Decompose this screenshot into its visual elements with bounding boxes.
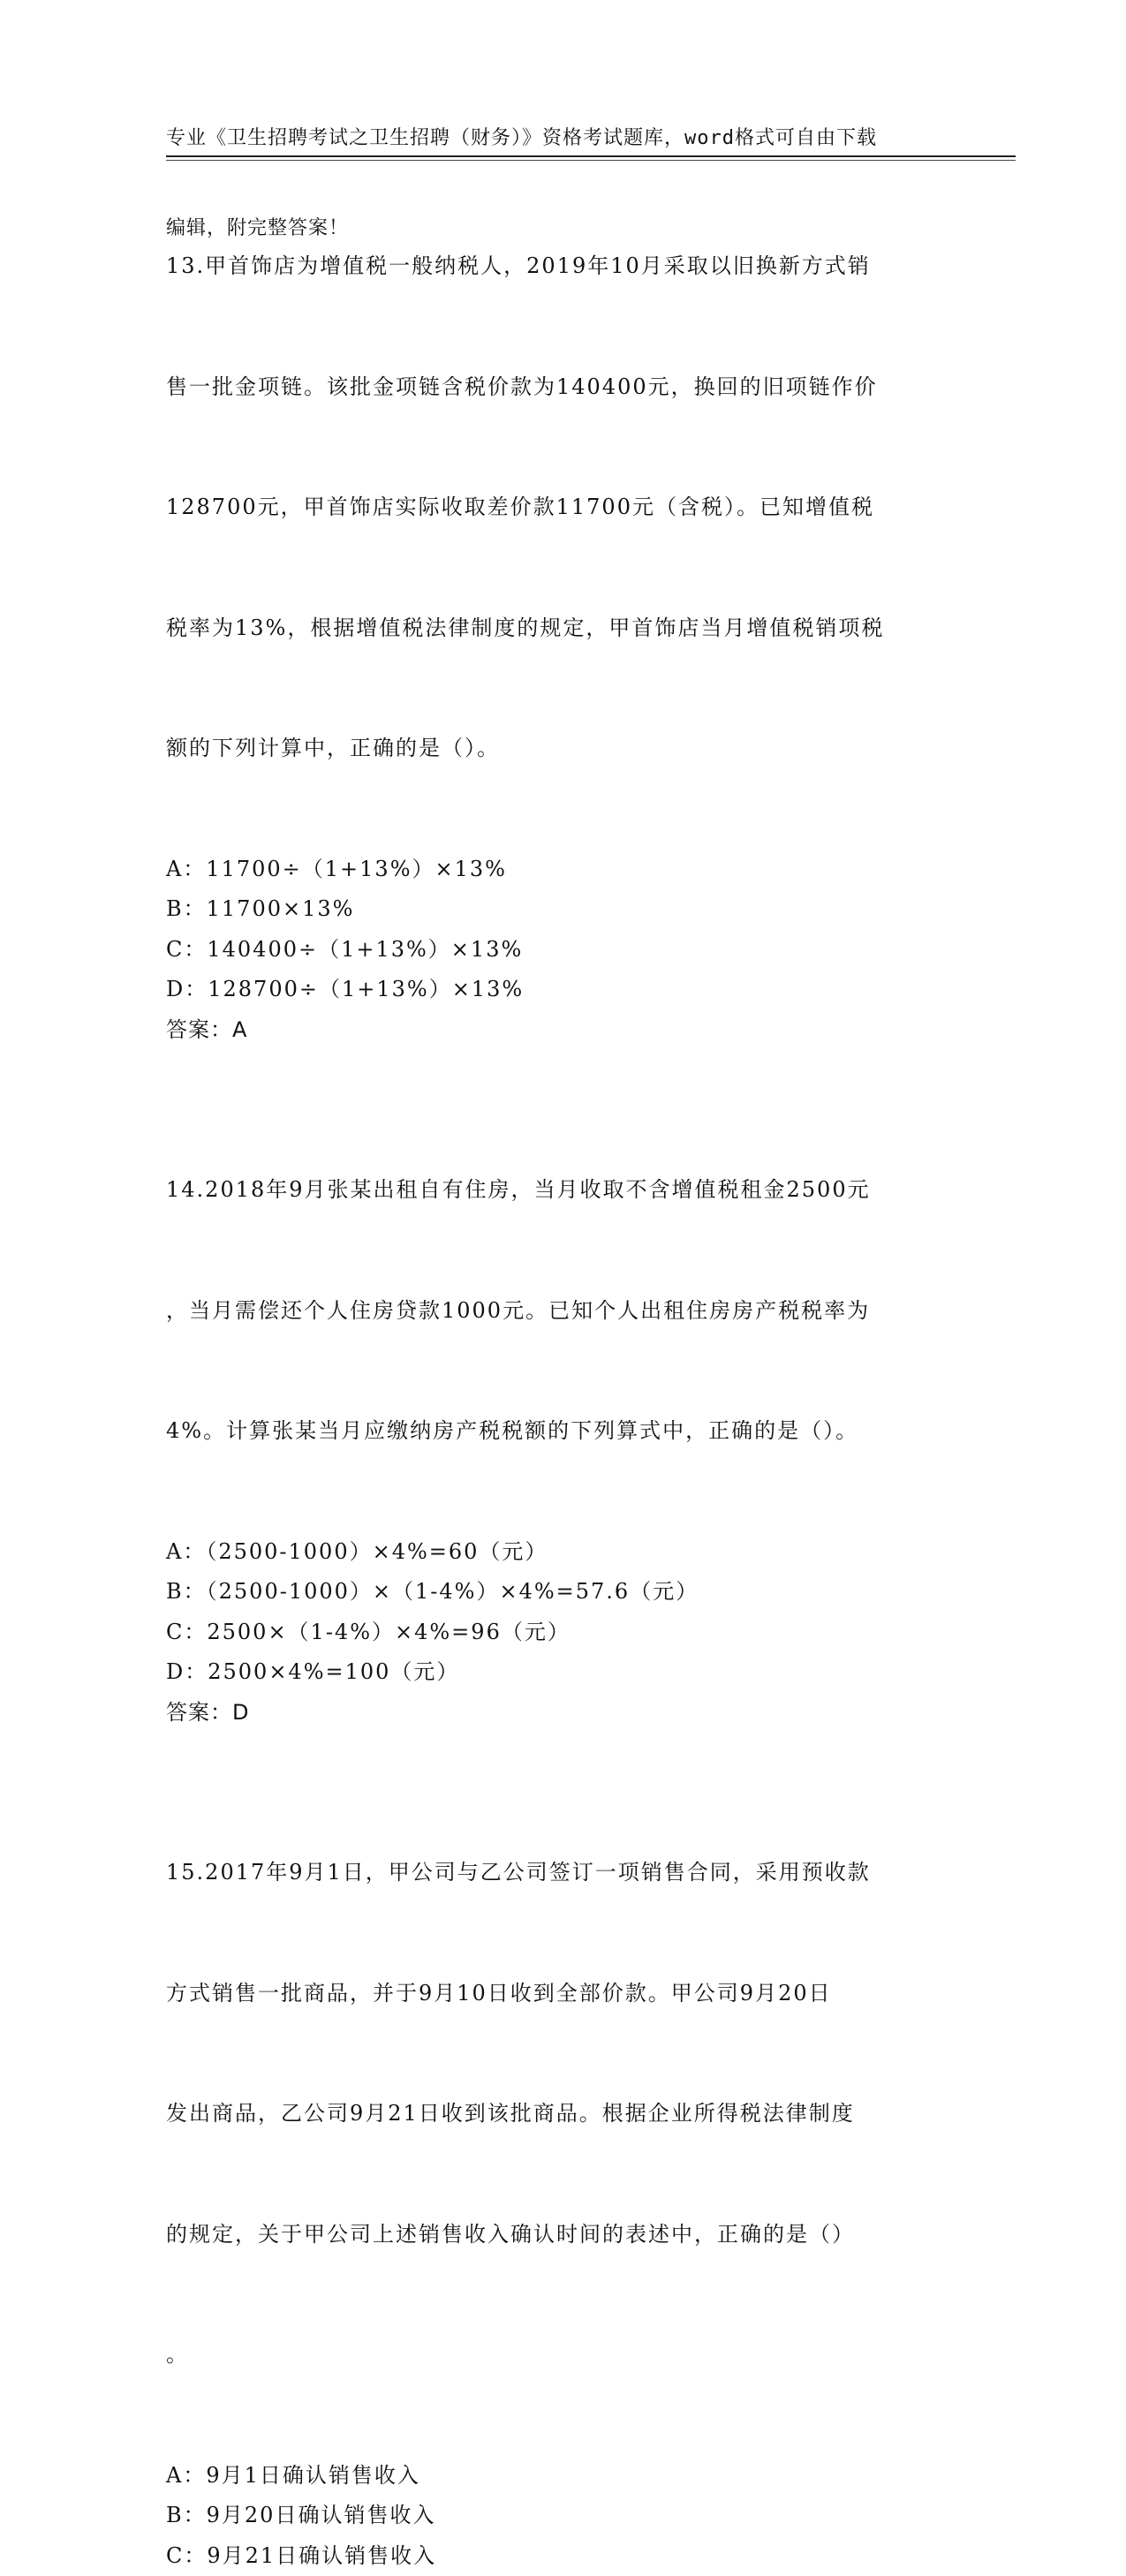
- question-line: ，当月需偿还个人住房贷款1000元。已知个人出租住房房产税税率为: [166, 1291, 961, 1332]
- option-c: C：140400÷（1+13%）×13%: [166, 930, 961, 971]
- question-line: 售一批金项链。该批金项链含税价款为140400元，换回的旧项链作价: [166, 367, 961, 408]
- answer-line: 答案：A: [166, 1010, 961, 1051]
- question-15: [166, 1772, 961, 2576]
- option-d: D：2500×4%=100（元）: [166, 1652, 961, 1693]
- question-line: 方式销售一批商品，并于9月10日收到全部价款。甲公司9月20日: [166, 1974, 961, 2014]
- question-line: 13.甲首饰店为增值税一般纳税人，2019年10月采取以旧换新方式销: [166, 246, 961, 287]
- question-15-text: [166, 1772, 961, 2456]
- question-list: [166, 166, 961, 2576]
- option-a: A：11700÷（1+13%）×13%: [166, 850, 961, 890]
- question-line: 4%。计算张某当月应缴纳房产税税额的下列算式中，正确的是（）。: [166, 1411, 961, 1452]
- question-14-text: [166, 1090, 961, 1532]
- header-divider-thin: [166, 160, 1016, 161]
- question-line: 15.2017年9月1日，甲公司与乙公司签订一项销售合同，采用预收款: [166, 1853, 961, 1893]
- answer-line: 答案：D: [166, 1693, 961, 1734]
- option-d: D：128700÷（1+13%）×13%: [166, 970, 961, 1010]
- spacer: [166, 1733, 961, 1772]
- option-b: B：（2500-1000）×（1-4%）×4%=57.6（元）: [166, 1572, 961, 1613]
- question-line: 的规定，关于甲公司上述销售收入确认时间的表述中，正确的是（）: [166, 2215, 961, 2255]
- header-line-1: 专业《卫生招聘考试之卫生招聘（财务）》资格考试题库，word格式可自由下载: [166, 124, 943, 154]
- option-c: C：9月21日确认销售收入: [166, 2536, 961, 2576]
- question-line: 14.2018年9月张某出租自有住房，当月收取不含增值税租金2500元: [166, 1170, 961, 1211]
- question-line: 额的下列计算中，正确的是（）。: [166, 729, 961, 769]
- option-c: C：2500×（1-4%）×4%=96（元）: [166, 1613, 961, 1653]
- question-line: 税率为13%，根据增值税法律制度的规定，甲首饰店当月增值税销项税: [166, 608, 961, 649]
- question-line: 128700元，甲首饰店实际收取差价款11700元（含税）。已知增值税: [166, 487, 961, 528]
- option-b: B：9月20日确认销售收入: [166, 2496, 961, 2536]
- header-divider-thick: [166, 155, 1016, 157]
- header-line-2: 编辑，附完整答案！: [166, 214, 943, 244]
- option-b: B：11700×13%: [166, 889, 961, 930]
- question-14: [166, 1090, 961, 1733]
- question-13-text: [166, 166, 961, 850]
- option-a: A：9月1日确认销售收入: [166, 2456, 961, 2497]
- question-line: 。: [166, 2335, 961, 2376]
- spacer: [166, 1050, 961, 1090]
- question-line: 发出商品，乙公司9月21日收到该批商品。根据企业所得税法律制度: [166, 2094, 961, 2134]
- question-13: [166, 166, 961, 1050]
- option-a: A：（2500-1000）×4%=60（元）: [166, 1532, 961, 1573]
